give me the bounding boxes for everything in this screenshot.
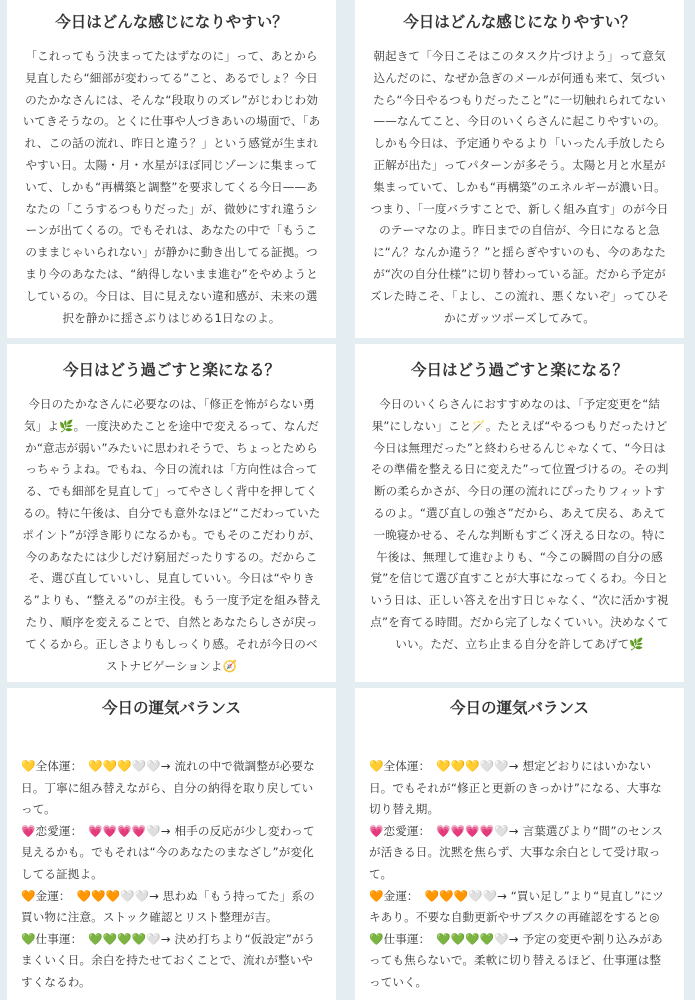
card-luck-balance-ikura bbox=[355, 688, 684, 1000]
luck-list bbox=[21, 756, 322, 994]
card-title: 今日はどんな感じになりやすい？ bbox=[55, 13, 288, 31]
card-body: 「これってもう決まってたはずなのに」って、あとから見直したら“細部が変わってる”こと、あるでしょ？今日のたかなさんには、そんな“段取りのズレ”がじわじわ効いてきそうなの。とくに仕事や人づきあいの場面で、「あれ、この話の流れ、昨日と違う？」という感覚が生まれやすい日。太陽・月・水星がほぼ同じゾーンに集まっていて、しかも“再構築と調整”を要求してくる今日——あなたの「こうするつもりだった」が、微妙にすれ違うシーンが出てくるの。でもそれは、あなたの中で「もうこのままじゃいられない」が静かに動き出してる証拠。つまり今のあなたは、“納得しないまま進む”をやめようとしているの。今日は、目に見えない違和感が、未来の選択を静かに揺さぶりはじめる1日なのよ。 bbox=[22, 49, 321, 325]
card-title: 今日の運気バランス bbox=[449, 699, 590, 717]
luck-overall: 💛全体運： 💛💛💛🤍🤍→ 流れの中で微調整が必要な日。丁寧に組み替えながら、自分の納得を取り戻していって。 bbox=[21, 759, 315, 817]
card-today-mood-takana bbox=[7, 0, 336, 338]
luck-overall: 💛全体運： 💛💛💛🤍🤍→ 想定どおりにはいかない日。でもそれが“修正と更新のきっかけ”になる、大事な切り替え期。 bbox=[369, 759, 662, 817]
luck-list bbox=[369, 756, 670, 994]
card-title: 今日の運気バランス bbox=[101, 699, 242, 717]
luck-work: 💚仕事運： 💚💚💚💚🤍→ 予定の変更や割り込みがあっても焦らないで。柔軟に切り替えるほど、仕事運は整っていく。 bbox=[369, 931, 663, 989]
card-luck-balance-takana bbox=[7, 688, 336, 1000]
card-today-mood-ikura bbox=[355, 0, 684, 338]
luck-money: 🧡金運： 🧡🧡🧡🤍🤍→ 思わぬ「もう持ってた」系の買い物に注意。ストック確認とリスト整理が吉。 bbox=[21, 888, 315, 925]
card-title: 今日はどう過ごすと楽になる？ bbox=[62, 361, 280, 379]
card-body: 今日のたかなさんに必要なのは、「修正を怖がらない勇気」よ🌿。一度決めたことを途中で変えるって、なんだか“意志が弱い”みたいに思われそうで、ちょっとためらっちゃうよね。でもね、今日の流れは「方向性は合ってる、でも細部を見直して」ってやさしく背中を押してくるの。特に午後は、自分でも意外なほど“こだわっていたポイント”が浮き彫りになるかも。でもそのこだわりが、今のあなたには少しだけ窮屈だったりするの。だからこそ、選び直していいし、見直していい。今日は“やりきる”よりも、“整える”のが主役。もう一度予定を組み替えたり、順序を変えることで、自然とあなたらしさが戻ってくるから。正しさよりもしっくり感。それが今日のベストナビゲーションよ🧭 bbox=[22, 397, 321, 673]
card-title: 今日はどう過ごすと楽になる？ bbox=[410, 361, 628, 379]
card-body: 今日のいくらさんにおすすめなのは、「予定変更を“結果”にしない」こと🪄。たとえば“やるつもりだったけど今日は無理だった”と終わらせるんじゃなくて、“今日はその準備を整える日に変えた”って位置づけるの。その判断の柔らかさが、今日の運の流れにぴったりフィットするのよ。“選び直しの強さ”だから、あえて戻る、あえて一晩寝かせる、そんな判断もすごく冴える日なの。特に午後は、無理して進むよりも、“今この瞬間の自分の感覚”を信じて選び直すことが大事になってくるわ。今日という日は、正しい答えを出す日じゃなく、“次に活かす視点”を育てる時間。だから完了しなくていい。決めなくていい。ただ、立ち止まる自分を許してあげて🌿 bbox=[370, 397, 669, 651]
card-how-to-spend-ikura bbox=[355, 344, 684, 682]
luck-work: 💚仕事運： 💚💚💚💚🤍→ 決め打ちより“仮設定”がうまくいく日。余白を持たせておくことで、流れが整いやすくなるわ。 bbox=[21, 931, 316, 989]
card-title: 今日はどんな感じになりやすい？ bbox=[403, 13, 636, 31]
luck-money: 🧡金運： 🧡🧡🧡🤍🤍→ “買い足し”より“見直し”にツキあり。不要な自動更新やサブスクの再確認をすると◎ bbox=[369, 888, 664, 925]
luck-love: 💗恋愛運： 💗💗💗💗🤍→ 言葉選びより“間”のセンスが活きる日。沈黙を焦らず、大事な余白として受け取って。 bbox=[369, 823, 663, 881]
luck-love: 💗恋愛運： 💗💗💗💗🤍→ 相手の反応が少し変わって見えるかも。でもそれは“今のあなたのまなざし”が変化してる証拠よ。 bbox=[21, 823, 315, 881]
card-how-to-spend-takana bbox=[7, 344, 336, 682]
card-body: 朝起きて「今日こそはこのタスク片づけよう」って意気込んだのに、なぜか急ぎのメールが何通も来て、気づいたら“今日やるつもりだったこと”に一切触れられてない——なんてこと、今日のいくらさんに起こりやすいの。しかも今日は、予定通りやるより「いったん手放したら正解が出た」ってパターンが多そう。太陽と月と水星が集まっていて、しかも“再構築”のエネルギーが濃い日。つまり、「一度バラすことで、新しく組み直す」のが今日のテーマなのよ。昨日までの自信が、今日になると急に“ん？なんか違う？”と揺らぎやすいのも、今のあなたが“次の自分仕様”に切り替わっている証。だから予定がズレた時こそ、「よし、この流れ、悪くないぞ」ってひそかにガッツポーズしてみて。 bbox=[370, 49, 669, 325]
